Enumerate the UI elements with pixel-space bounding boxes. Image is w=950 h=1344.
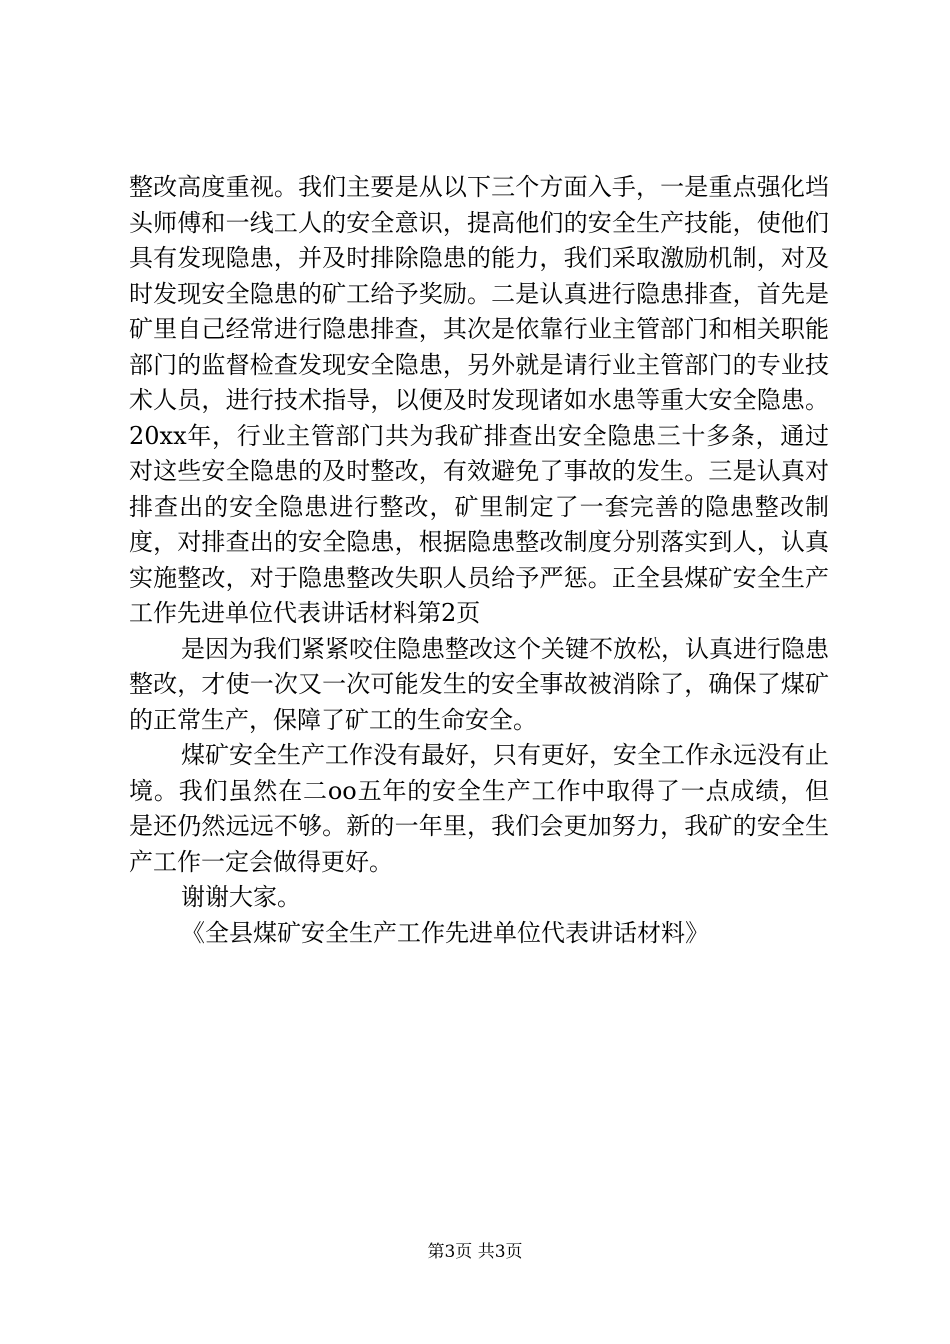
paragraph-5: 《全县煤矿安全生产工作先进单位代表讲话材料》 [181,918,709,947]
paragraph-3: 煤矿安全生产工作没有最好，只有更好，安全工作永远没有止境。我们虽然在二oo五年的安全生产工作中取得了一点成绩，但是还仍然远远不够。新的一年里，我们会更加努力，我矿的安全生产工作一定会做得更好。 [129,741,829,876]
page-footer: 第3页 共3页 [427,1242,523,1262]
paragraph-2: 是因为我们紧紧咬住隐患整改这个关键不放松，认真进行隐患整改，才使一次又一次可能发生的安全事故被消除了，确保了煤矿的正常生产，保障了矿工的生命安全。 [129,634,829,734]
paragraph-4: 谢谢大家。 [181,883,301,911]
document-body [129,170,829,951]
paragraph-1: 整改高度重视。我们主要是从以下三个方面入手，一是重点强化垱头师傅和一线工人的安全意识，提高他们的安全生产技能，使他们具有发现隐患，并及时排除隐患的能力，我们采取激励机制，对及时发现安全隐患的矿工给予奖励。二是认真进行隐患排查，首先是矿里自己经常进行隐患排查，其次是依靠行业主管部门和相关职能部门的监督检查发现安全隐患，另外就是请行业主管部门的专业技术人员，进行技术指导，以便及时发现诸如水患等重大安全隐患。20xx年，行业主管部门共为我矿排查出安全隐患三十多条，通过对这些安全隐患的及时整改，有效避免了事故的发生。三是认真对排查出的安全隐患进行整改，矿里制定了一套完善的隐患整改制度，对排查出的安全隐患，根据隐患整改制度分别落实到人，认真实施整改，对于隐患整改失职人员给予严惩。正全县煤矿安全生产工作先进单位代表讲话材料第2页 [129,173,829,627]
